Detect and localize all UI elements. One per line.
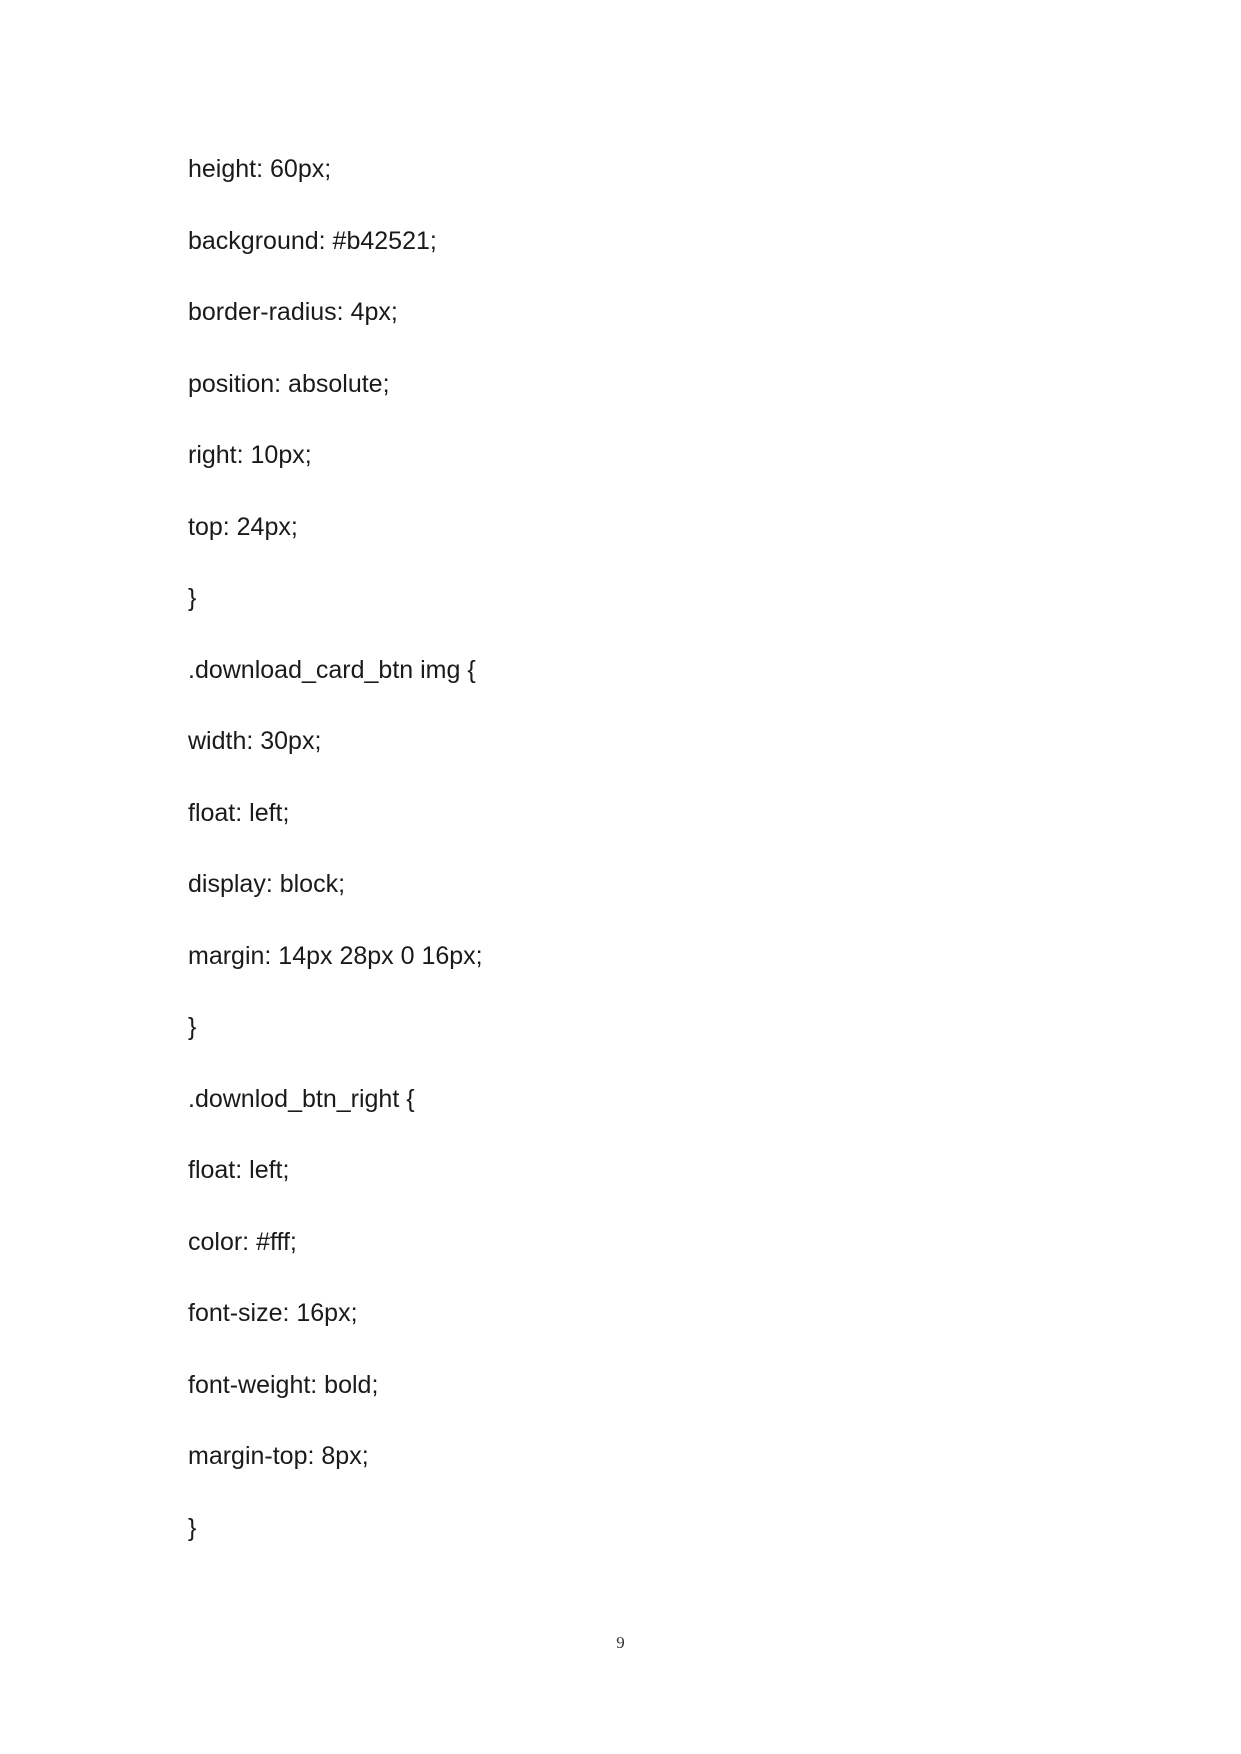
code-line: font-weight: bold;	[188, 1370, 379, 1399]
code-line: }	[188, 1013, 197, 1041]
code-line: width: 30px;	[188, 727, 322, 755]
code-line: right: 10px;	[188, 441, 312, 469]
code-line: }	[188, 584, 197, 612]
code-line: display: block;	[188, 870, 346, 898]
code-text-block	[188, 148, 483, 1578]
code-line: .download_card_btn img {	[188, 655, 476, 684]
code-line: float: left;	[188, 1156, 290, 1184]
code-line: .downlod_btn_right {	[188, 1084, 415, 1113]
code-line: margin: 14px 28px 0 16px;	[188, 941, 483, 970]
code-line: border-radius: 4px;	[188, 298, 398, 326]
code-line: float: left;	[188, 798, 290, 827]
code-line: background: #b42521;	[188, 226, 437, 255]
code-line: }	[188, 1513, 197, 1542]
code-line: font-size: 16px;	[188, 1299, 358, 1327]
page-number: 9	[616, 1633, 625, 1652]
code-line: height: 60px;	[188, 155, 332, 183]
code-line: top: 24px;	[188, 512, 298, 541]
code-line: margin-top: 8px;	[188, 1442, 369, 1470]
code-line: color: #fff;	[188, 1227, 297, 1256]
code-line: position: absolute;	[188, 369, 390, 398]
